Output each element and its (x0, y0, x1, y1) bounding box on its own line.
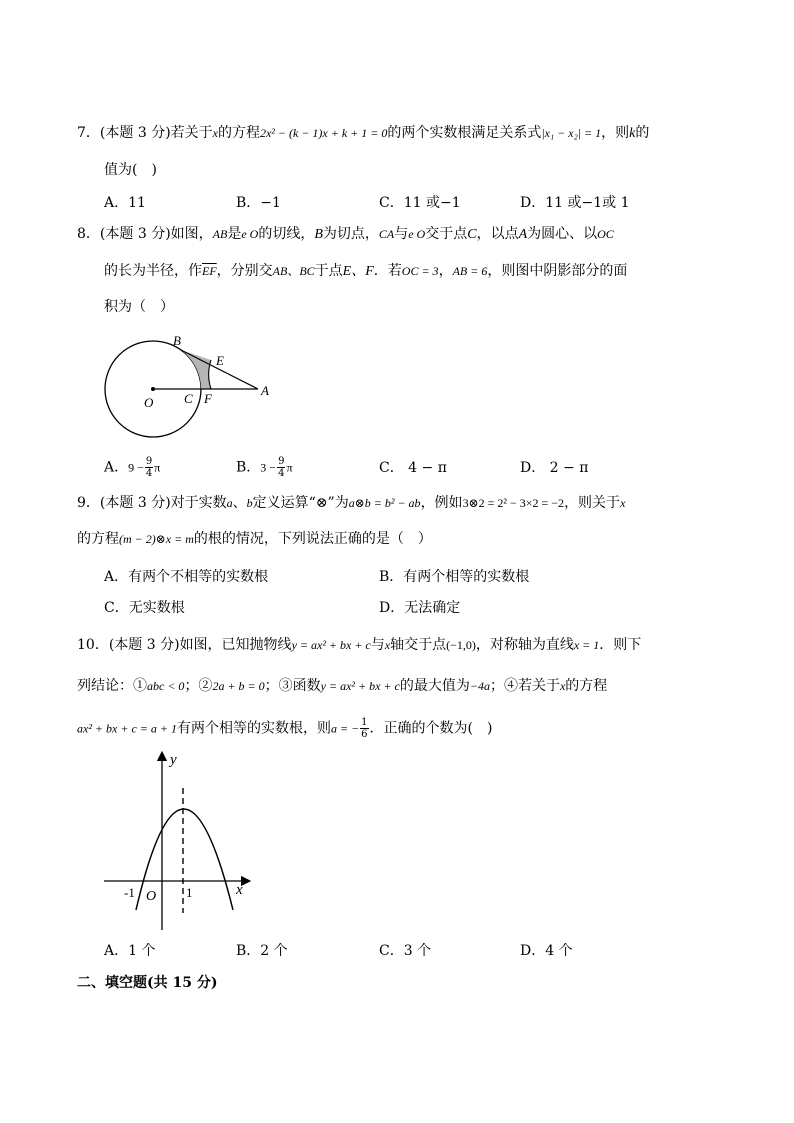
q10-conclusion-2: 2a + b = 0 (212, 679, 265, 693)
q8-text: ．若 (373, 263, 402, 279)
q9-var: b (246, 496, 253, 510)
q10-text: ．正确的个数为( ) (369, 720, 493, 737)
q9-text: 对于实数 (170, 495, 227, 511)
q10-score-tag: (本题 3 分) (108, 637, 180, 653)
q10-parabola-graph (98, 748, 258, 936)
q10-var: x (384, 638, 391, 652)
q8-text: 的切线， (258, 226, 315, 242)
q9-text: ，则关于 (564, 495, 621, 511)
q10-conclusion-4: ax² + bx + c = a + 1 (77, 721, 177, 736)
q8-var: AB (212, 227, 228, 241)
q10-max-value: −4a (469, 679, 490, 693)
q8-circle-symbol: e O (408, 227, 426, 241)
q9-text: ，例如 (420, 495, 463, 511)
fraction-numerator: 9 (278, 456, 285, 467)
q10-option-d: D．4 个 (520, 943, 573, 959)
q10-number: 10． (77, 637, 109, 653)
q10-var: x (559, 679, 566, 693)
q7-option-c: C．11 或−1 (379, 195, 461, 211)
label-minus-one: -1 (124, 885, 135, 900)
q10-text: ，对称轴为直线 (475, 637, 574, 653)
label-f: F (204, 391, 212, 406)
q9-option-d: D．无法确定 (379, 600, 461, 616)
q9-var: a (226, 496, 233, 510)
q10-line1 (77, 635, 641, 655)
section-heading: 二、填空题(共 15 分) (77, 975, 218, 991)
fraction-denominator: 4 (145, 468, 153, 479)
q8-given: OC = 3 (401, 264, 439, 278)
q8-given: AB = 6 (452, 264, 488, 278)
q8-var: B (314, 227, 323, 242)
fraction (145, 456, 153, 479)
q9-var: x (620, 496, 626, 510)
q10-option-b: B．2 个 (236, 943, 288, 959)
label-b: B (173, 333, 181, 348)
q10-text: 的方程 (565, 678, 608, 694)
q7-option-a: A．11 (104, 195, 146, 211)
fraction-numerator: 1 (361, 717, 368, 728)
q7-option-d: D．11 或−1或 1 (520, 195, 630, 211)
q8-text: 的长为半径，作 (104, 263, 202, 279)
q10-text: 列结论：① (77, 678, 147, 694)
q8-line2 (104, 261, 627, 282)
q8-line3: 积为（ ） (104, 299, 174, 315)
q10-axis-eq: x = 1 (573, 638, 600, 652)
option-expr: 9 − (128, 460, 144, 475)
q8-text: 为圆心、以 (527, 226, 598, 242)
q7-line1 (77, 123, 649, 144)
q10-text: 如图，已知抛物线 (179, 637, 292, 653)
q7-var: x (212, 126, 218, 140)
q8-circle-symbol: e O (241, 227, 259, 241)
q10-conclusion-3: y = ax² + bx + c (320, 679, 400, 693)
label-e: E (216, 353, 224, 368)
q8-arc-symbol: $\overline{EF}$ (202, 264, 217, 278)
q8-option-a (104, 456, 160, 479)
q9-line2 (77, 529, 432, 549)
q9-line1 (77, 493, 625, 513)
q8-text: ，分别交 (216, 263, 273, 279)
q9-number: 9． (77, 495, 100, 511)
q7-text: 的方程 (217, 125, 260, 141)
q8-var: OC (597, 227, 614, 241)
fraction-denominator: 6 (361, 729, 368, 740)
q8-option-c: C． 4 − π (379, 460, 447, 476)
q9-text: 、 (232, 495, 247, 511)
q7-number: 7． (77, 125, 100, 141)
q9-text: 的方程 (77, 531, 119, 547)
q10-option-c: C．3 个 (379, 943, 432, 959)
fraction (277, 456, 285, 479)
q9-option-a: A．有两个不相等的实数根 (104, 569, 269, 585)
option-expr: π (286, 460, 293, 475)
q7-text: ，则 (601, 125, 630, 141)
label-x: x (236, 882, 243, 898)
q7-text: 的 (635, 125, 650, 141)
q8-score-tag: (本题 3 分) (99, 226, 171, 242)
q10-text: 轴交于点 (390, 637, 447, 653)
q8-text: 于点 (314, 263, 343, 279)
q10-line2 (77, 676, 607, 696)
q8-text: 是 (227, 226, 242, 242)
q8-var: A (518, 227, 528, 242)
q10-text: ．则下 (599, 637, 642, 653)
label-origin: O (146, 889, 157, 904)
q8-number: 8． (77, 226, 100, 242)
q8-var: C (467, 227, 477, 242)
q10-text: ；② (184, 678, 213, 694)
q10-text: 有两个相等的实数根，则 (176, 720, 331, 737)
q8-text: 如图， (170, 226, 213, 242)
q9-text: 定义运算“⊗”为 (252, 495, 349, 511)
fraction (360, 717, 368, 740)
q9-example: 3⊗2 = 2² − 3×2 = −2 (462, 496, 565, 510)
label-one: 1 (186, 885, 193, 900)
point-o (151, 387, 155, 391)
q8-text: ， (438, 263, 453, 279)
q8-text: 交于点 (425, 226, 468, 242)
q8-line1 (77, 224, 614, 245)
q7-line2: 值为( ) (104, 162, 157, 178)
q8-text: 为切点， (322, 226, 379, 242)
fraction-numerator: 9 (145, 456, 153, 467)
q9-option-b: B．有两个相等的实数根 (379, 569, 530, 585)
fraction-denominator: 4 (278, 468, 285, 479)
q10-text: 的最大值为 (399, 678, 470, 694)
shaded-region (181, 350, 211, 389)
q8-var: CA (378, 227, 395, 241)
label-c: C (184, 391, 193, 406)
q8-circle-figure (98, 330, 278, 442)
q10-parabola-eq: y = ax² + bx + c (291, 638, 371, 652)
q7-text: 的两个实数根满足关系式 (387, 125, 542, 141)
q10-a-value: a = − (330, 721, 360, 736)
q8-text: ，以点 (476, 226, 519, 242)
q8-text: 与 (394, 226, 409, 242)
q7-var: k (629, 126, 636, 141)
q8-text: ，则图中阴影部分的面 (487, 263, 628, 279)
q8-option-b (236, 456, 293, 479)
q9-equation: (m − 2)⊗x = m (119, 532, 194, 546)
q10-text: ；③函数 (264, 678, 321, 694)
q7-relation: |x₁ − x₂| = 1 (541, 126, 602, 140)
q7-text: 若关于 (170, 125, 213, 141)
q9-text: 的根的情况，下列说法正确的是（ ） (193, 531, 432, 547)
label-a: A (261, 383, 269, 398)
q9-option-c: C．无实数根 (104, 600, 185, 616)
q9-score-tag: (本题 3 分) (99, 495, 171, 511)
label-y: y (170, 752, 177, 768)
q10-conclusion-1: abc < 0 (147, 679, 185, 693)
q10-text: ；④若关于 (489, 678, 560, 694)
q10-point: (−1,0) (446, 638, 476, 652)
q7-score-tag: (本题 3 分) (99, 125, 171, 141)
label-o: O (144, 395, 154, 410)
option-label: B． (236, 459, 261, 476)
q8-var: E、F (342, 264, 374, 279)
q7-option-b: B．−1 (236, 195, 281, 211)
option-expr: 3 − (260, 460, 277, 475)
option-expr: π (154, 460, 161, 475)
q8-var: AB、BC (272, 264, 315, 278)
q10-line3 (77, 717, 492, 740)
q8-option-d: D． 2 − π (520, 460, 589, 476)
q10-option-a: A．1 个 (104, 943, 156, 959)
q7-equation: 2x² − (k − 1)x + k + 1 = 0 (259, 126, 388, 140)
option-label: A． (104, 459, 129, 476)
q9-definition: a⊗b = b² − ab (348, 496, 421, 510)
q10-text: 与 (370, 637, 385, 653)
